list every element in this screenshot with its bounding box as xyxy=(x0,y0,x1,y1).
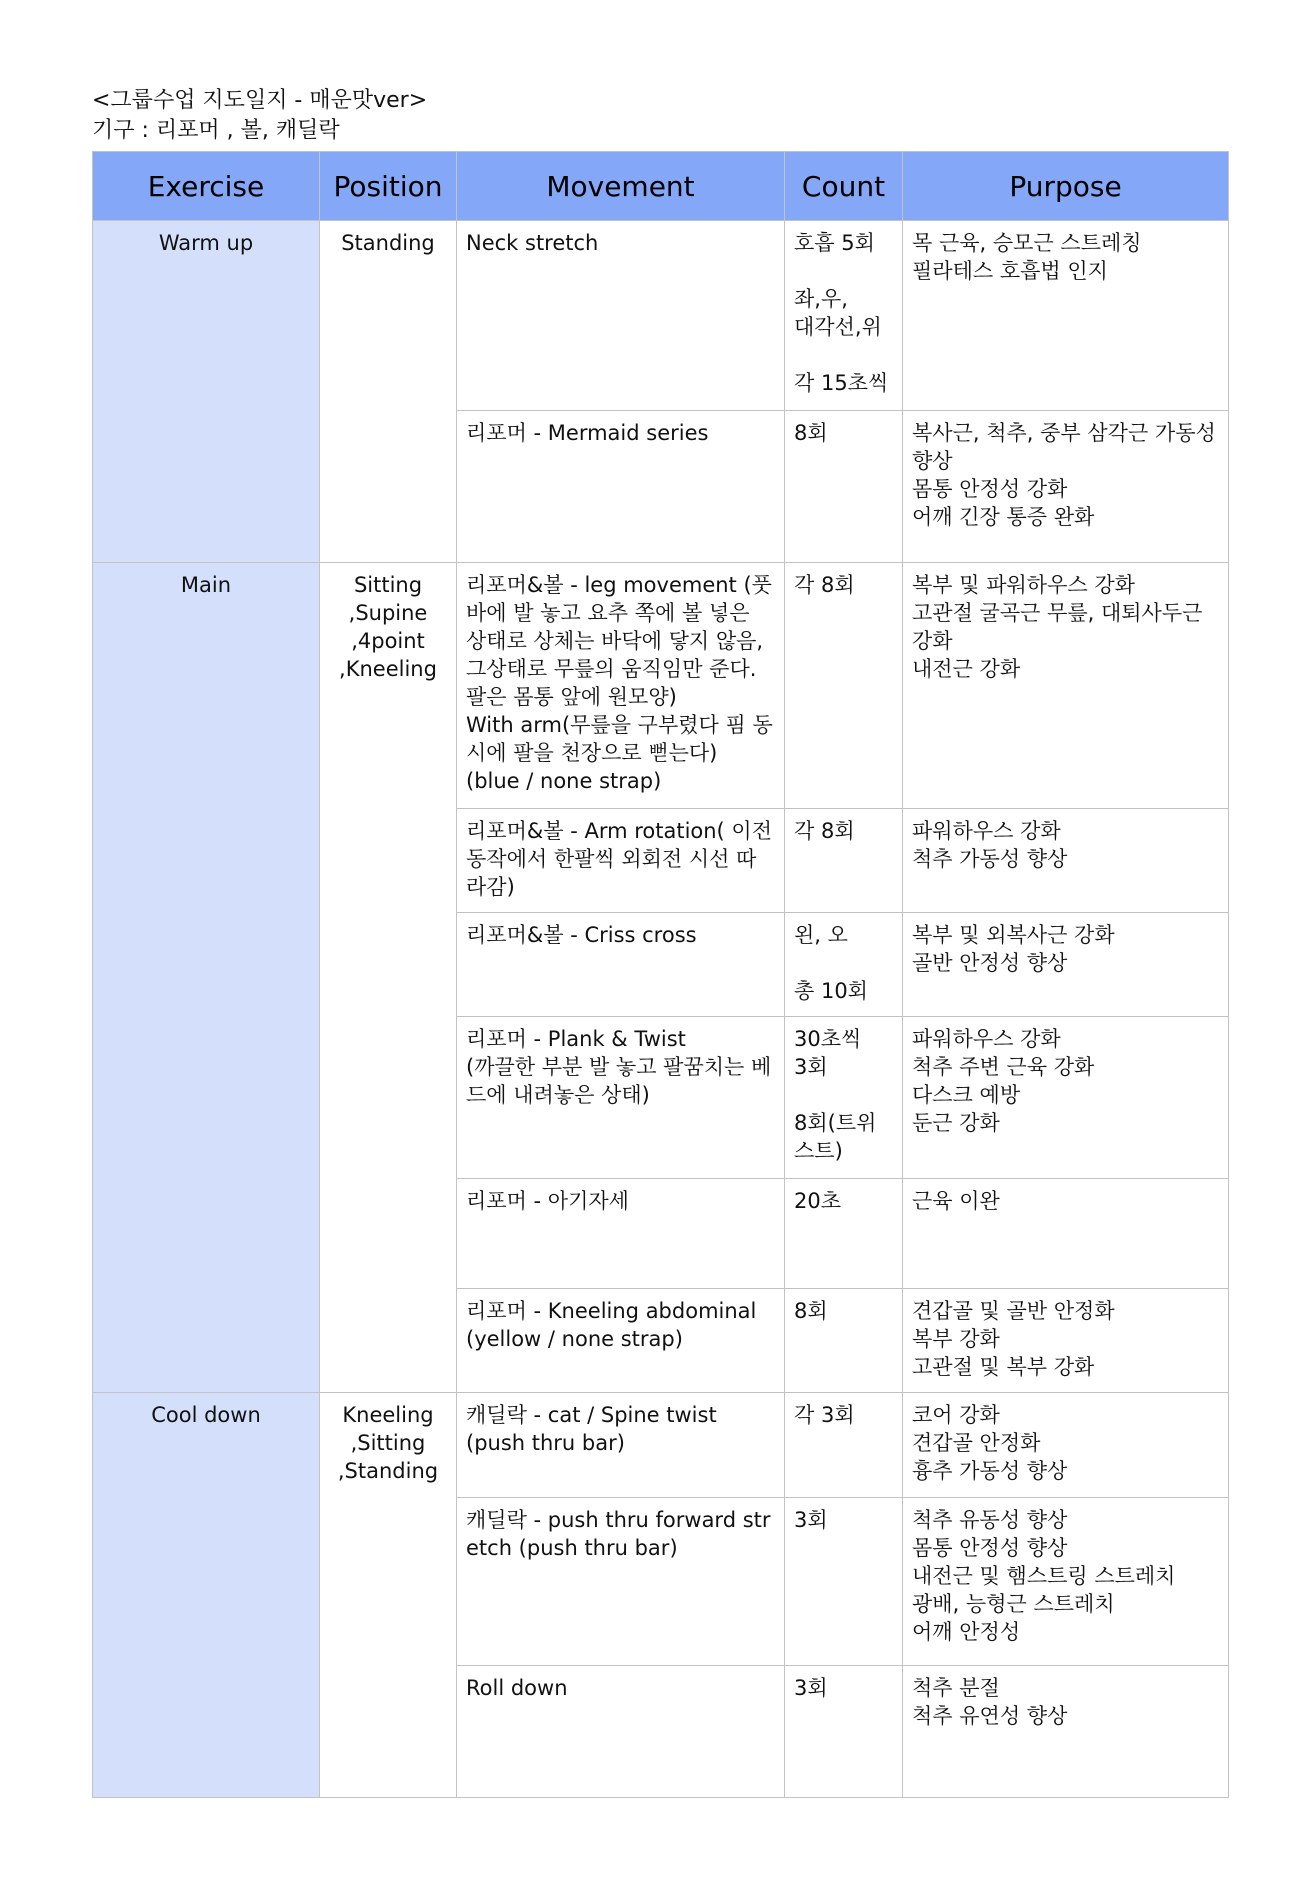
column-header-position: Position xyxy=(320,152,457,221)
movement-cell: 리포머 - Kneeling abdominal (yellow / none strap) xyxy=(457,1289,785,1393)
movement-cell: 리포머 - Mermaid series xyxy=(457,411,785,563)
count-cell: 각 8회 xyxy=(785,563,903,809)
purpose-cell: 근육 이완 xyxy=(903,1179,1229,1289)
purpose-cell: 복사근, 척추, 중부 삼각근 가동성 향상 몸통 안정성 강화 어깨 긴장 통증 완화 xyxy=(903,411,1229,563)
position-cell-warmup: Standing xyxy=(320,221,457,563)
count-cell: 각 8회 xyxy=(785,809,903,913)
position-cell-cooldown: Kneeling ,Sitting ,Standing xyxy=(320,1393,457,1798)
purpose-cell: 파워하우스 강화 척추 가동성 향상 xyxy=(903,809,1229,913)
table-header-row xyxy=(93,152,1229,221)
column-header-count: Count xyxy=(785,152,903,221)
equipment-line: 기구 : 리포머 , 볼, 캐딜락 xyxy=(92,118,340,143)
count-cell: 3회 xyxy=(785,1666,903,1798)
exercise-cell-warmup: Warm up xyxy=(93,221,320,563)
purpose-cell: 견갑골 및 골반 안정화 복부 강화 고관절 및 복부 강화 xyxy=(903,1289,1229,1393)
movement-cell: 캐딜락 - cat / Spine twist (push thru bar) xyxy=(457,1393,785,1498)
movement-cell: 리포머&볼 - Criss cross xyxy=(457,913,785,1017)
count-cell: 각 3회 xyxy=(785,1393,903,1498)
movement-cell: Neck stretch xyxy=(457,221,785,411)
table-row xyxy=(93,1393,1229,1498)
count-cell: 호흡 5회 좌,우, 대각선,위 각 15초씩 xyxy=(785,221,903,411)
count-cell: 8회 xyxy=(785,1289,903,1393)
column-header-movement: Movement xyxy=(457,152,785,221)
movement-cell: 리포머&볼 - Arm rotation( 이전 동작에서 한팔씩 외회전 시선 따라감) xyxy=(457,809,785,913)
table-row xyxy=(93,221,1229,411)
movement-cell: 리포머 - Plank & Twist (까끌한 부분 발 놓고 팔꿈치는 베드에 내려놓은 상태) xyxy=(457,1017,785,1179)
movement-cell: 리포머&볼 - leg movement (풋바에 발 놓고 요추 쪽에 볼 넣은 상태로 상체는 바닥에 닿지 않음, 그상태로 무릎의 움직임만 준다. 팔은 몸통 앞에 원모양) With arm(무릎을 구부렸다 핌 동시에 팔을 천장으로 뻗는다) (blue / none strap) xyxy=(457,563,785,809)
column-header-purpose: Purpose xyxy=(903,152,1229,221)
purpose-cell: 목 근육, 승모근 스트레칭 필라테스 호흡법 인지 xyxy=(903,221,1229,411)
document-header xyxy=(92,86,427,146)
purpose-cell: 파워하우스 강화 척추 주변 근육 강화 다스크 예방 둔근 강화 xyxy=(903,1017,1229,1179)
exercise-cell-main: Main xyxy=(93,563,320,1393)
table-row xyxy=(93,563,1229,809)
movement-cell: Roll down xyxy=(457,1666,785,1798)
lesson-plan-table xyxy=(92,151,1229,1798)
purpose-cell: 코어 강화 견갑골 안정화 흉추 가동성 향상 xyxy=(903,1393,1229,1498)
purpose-cell: 복부 및 파워하우스 강화 고관절 굴곡근 무릎, 대퇴사두근 강화 내전근 강화 xyxy=(903,563,1229,809)
purpose-cell: 복부 및 외복사근 강화 골반 안정성 향상 xyxy=(903,913,1229,1017)
count-cell: 20초 xyxy=(785,1179,903,1289)
purpose-cell: 척추 분절 척추 유연성 향상 xyxy=(903,1666,1229,1798)
count-cell: 30초씩 3회 8회(트위스트) xyxy=(785,1017,903,1179)
purpose-cell: 척추 유동성 향상 몸통 안정성 향상 내전근 및 햄스트링 스트레치 광배, 능형근 스트레치 어깨 안정성 xyxy=(903,1498,1229,1666)
exercise-cell-cooldown: Cool down xyxy=(93,1393,320,1798)
column-header-exercise: Exercise xyxy=(93,152,320,221)
position-cell-main: Sitting ,Supine ,4point ,Kneeling xyxy=(320,563,457,1393)
movement-cell: 리포머 - 아기자세 xyxy=(457,1179,785,1289)
count-cell: 3회 xyxy=(785,1498,903,1666)
count-cell: 왼, 오 총 10회 xyxy=(785,913,903,1017)
count-cell: 8회 xyxy=(785,411,903,563)
document-title: <그룹수업 지도일지 - 매운맛ver> xyxy=(92,88,428,113)
movement-cell: 캐딜락 - push thru forward stretch (push thru bar) xyxy=(457,1498,785,1666)
